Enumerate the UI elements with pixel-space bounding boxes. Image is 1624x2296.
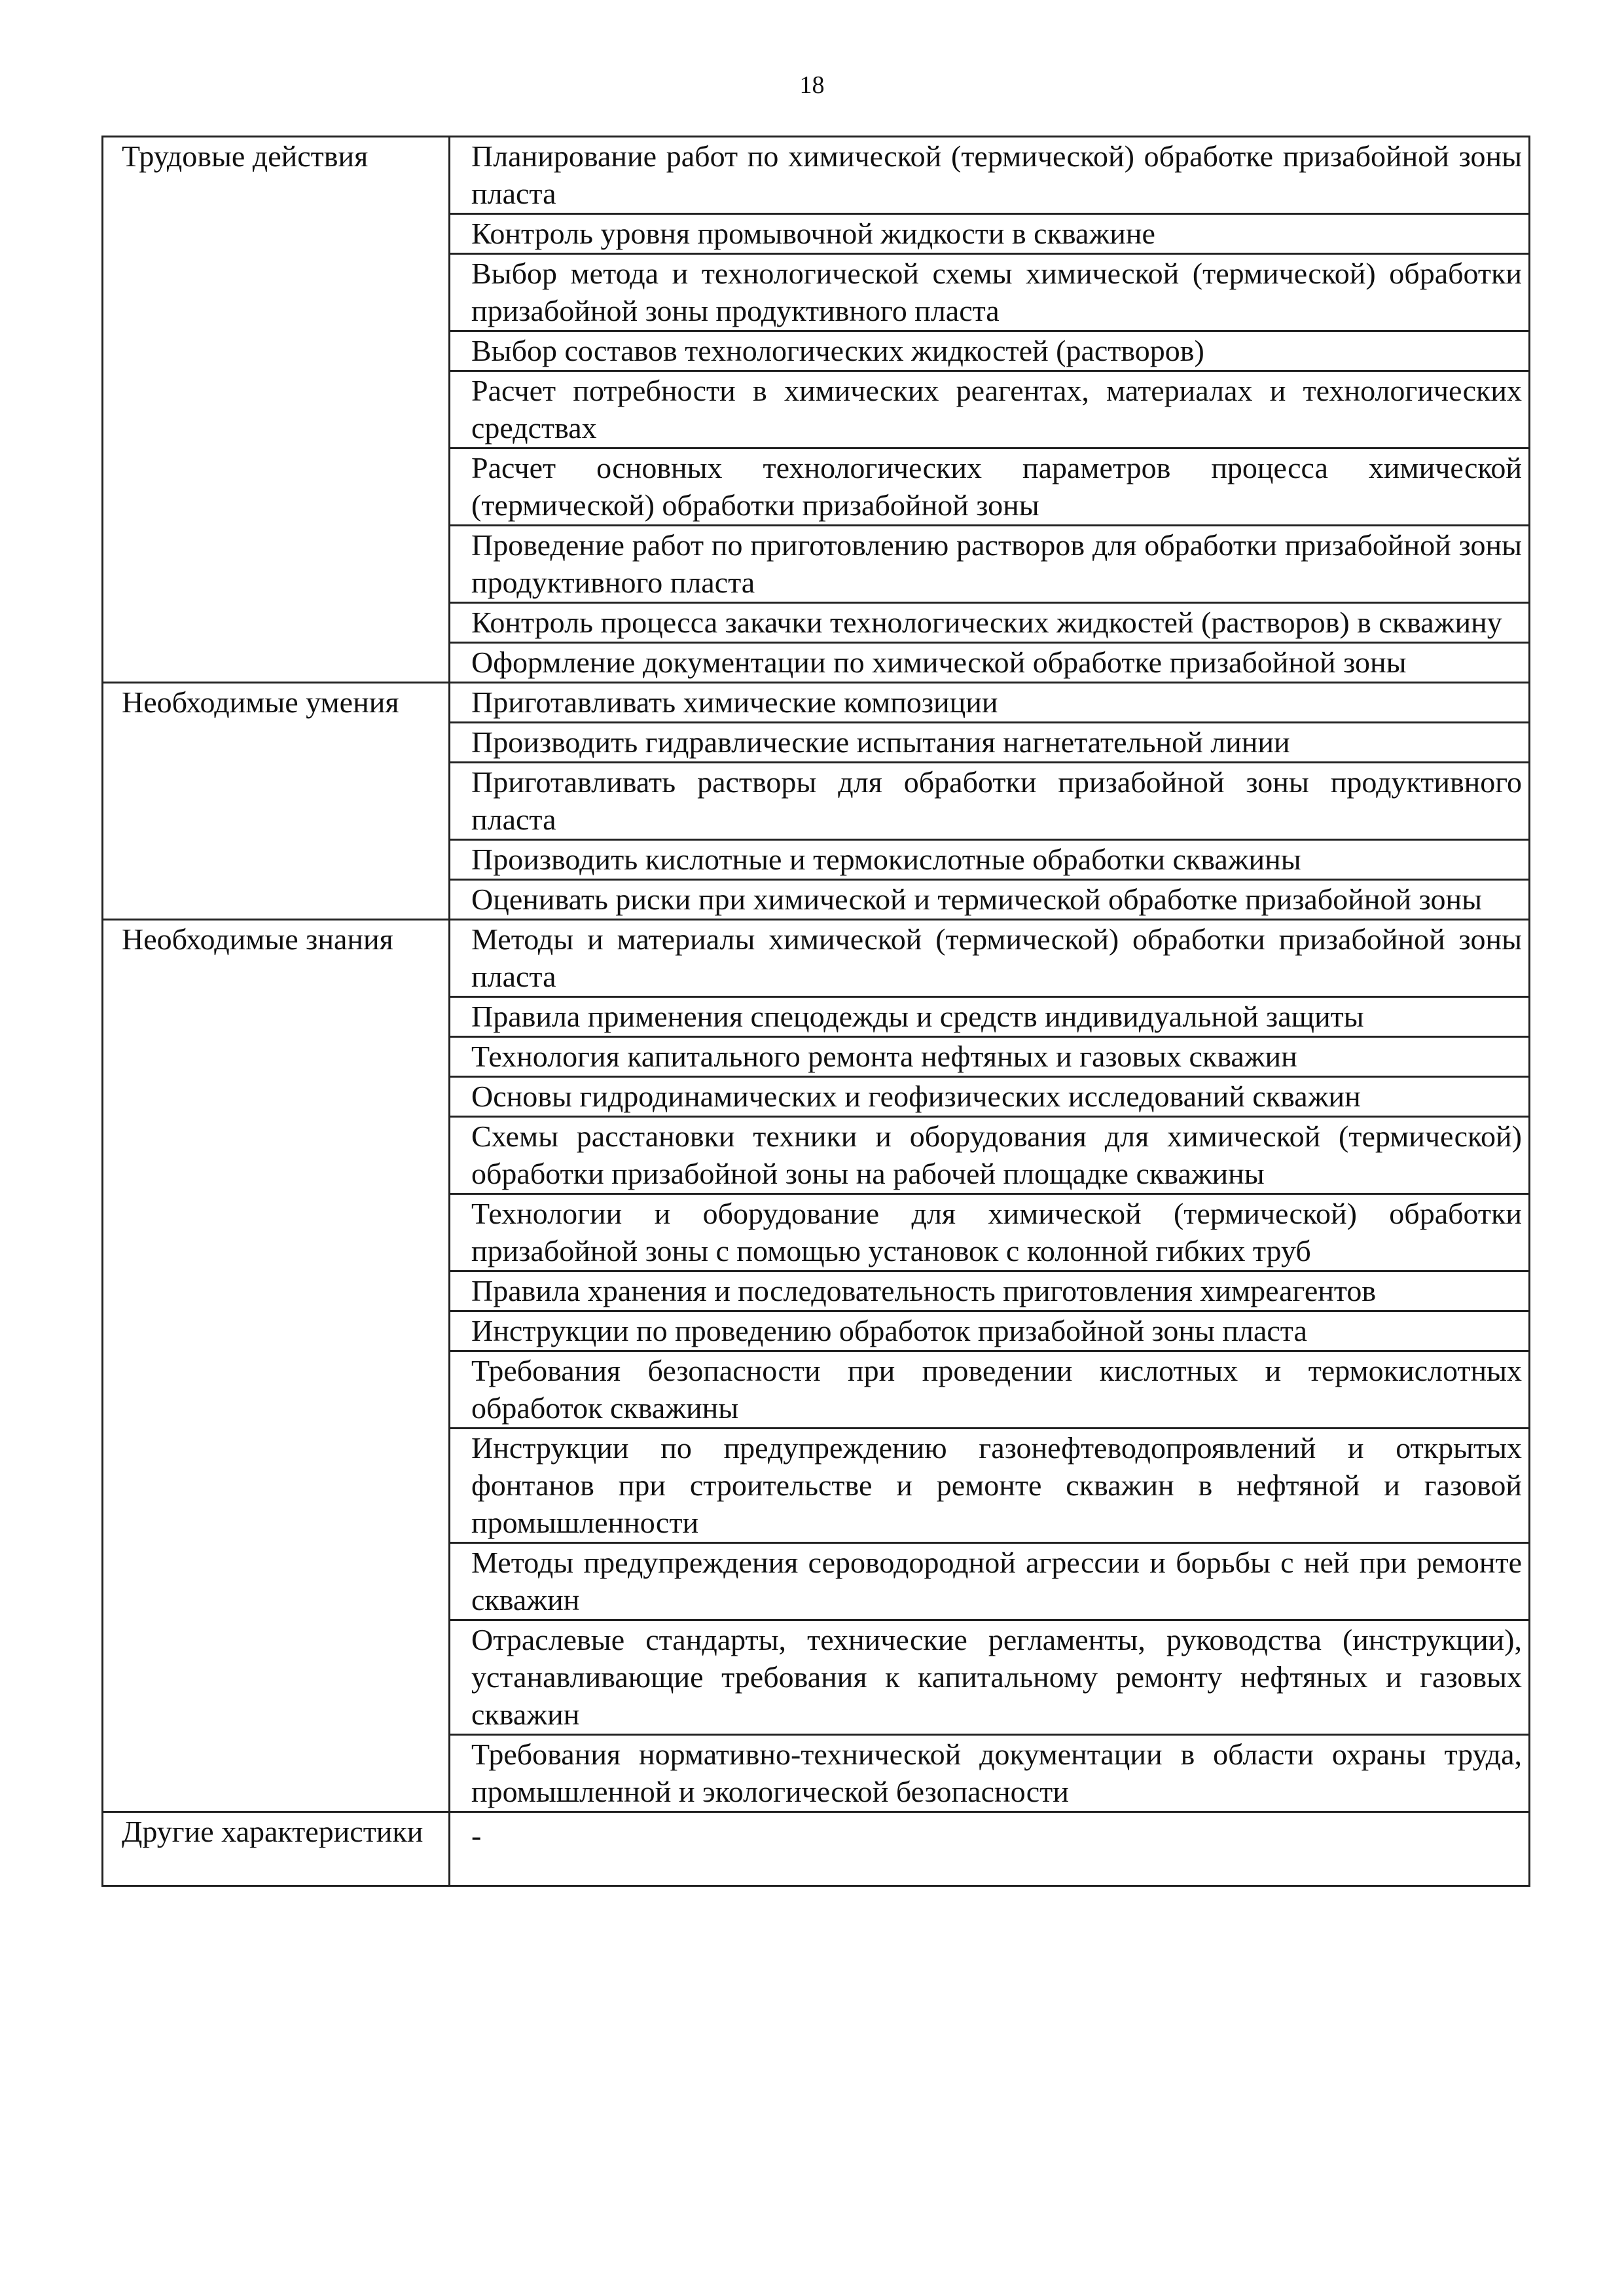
list-item: - — [471, 1819, 482, 1852]
list-item: Методы и материалы химической (термической) обработки призабойной зоны пласта — [450, 920, 1528, 998]
list-item: Правила хранения и последовательность приготовления химреагентов — [450, 1272, 1528, 1312]
list-item: Приготавливать растворы для обработки призабойной зоны продуктивного пласта — [450, 763, 1528, 841]
list-item: Производить гидравлические испытания нагнетательной линии — [450, 723, 1528, 763]
list-item: Контроль процесса закачки технологических жидкостей (растворов) в скважину — [450, 604, 1528, 644]
row-label: Необходимые знания — [103, 920, 450, 1812]
list-item: Планирование работ по химической (термической) обработке призабойной зоны пласта — [450, 137, 1528, 215]
list-item: Схемы расстановки техники и оборудования для химической (термической) обработки призабойной зоны на рабочей площадке скважины — [450, 1118, 1528, 1195]
row-items — [450, 920, 1530, 1812]
row-label: Трудовые действия — [103, 137, 450, 683]
list-item: Основы гидродинамических и геофизических исследований скважин — [450, 1078, 1528, 1118]
list-item: Расчет основных технологических параметров процесса химической (термической) обработки призабойной зоны — [450, 449, 1528, 526]
list-item: Приготавливать химические композиции — [450, 683, 1528, 723]
list-item: Технология капитального ремонта нефтяных и газовых скважин — [450, 1038, 1528, 1078]
row-items — [450, 1812, 1530, 1886]
list-item: Отраслевые стандарты, технические регламенты, руководства (инструкции), устанавливающие требования к капитальному ремонту нефтяных и газовых скважин — [450, 1621, 1528, 1736]
list-item: Технологии и оборудование для химической (термической) обработки призабойной зоны с помощью установок с колонной гибких труб — [450, 1195, 1528, 1272]
characteristics-table — [101, 136, 1530, 1887]
list-item: Требования безопасности при проведении кислотных и термокислотных обработок скважины — [450, 1352, 1528, 1429]
row-required-knowledge — [103, 920, 1530, 1812]
list-item: Выбор метода и технологической схемы химической (термической) обработки призабойной зоны продуктивного пласта — [450, 255, 1528, 332]
row-other-characteristics — [103, 1812, 1530, 1886]
list-item: Требования нормативно-технической документации в области охраны труда, промышленной и экологической безопасности — [471, 1738, 1522, 1808]
list-item: Контроль уровня промывочной жидкости в скважине — [450, 215, 1528, 255]
list-item: Расчет потребности в химических реагентах, материалах и технологических средствах — [450, 372, 1528, 449]
list-item: Проведение работ по приготовлению растворов для обработки призабойной зоны продуктивного пласта — [450, 526, 1528, 604]
row-required-skills — [103, 683, 1530, 920]
list-item: Методы предупреждения сероводородной агрессии и борьбы с ней при ремонте скважин — [450, 1544, 1528, 1621]
row-items — [450, 137, 1530, 683]
list-item: Выбор составов технологических жидкостей (растворов) — [450, 332, 1528, 372]
row-label: Другие характеристики — [103, 1812, 450, 1886]
list-item: Оформление документации по химической обработке призабойной зоны — [471, 646, 1407, 679]
row-label: Необходимые умения — [103, 683, 450, 920]
row-labor-actions — [103, 137, 1530, 683]
row-items — [450, 683, 1530, 920]
list-item: Инструкции по предупреждению газонефтеводопроявлений и открытых фонтанов при строительстве и ремонте скважин в нефтяной и газовой промышленности — [450, 1429, 1528, 1544]
page-number: 18 — [799, 71, 825, 99]
list-item: Правила применения спецодежды и средств индивидуальной защиты — [450, 998, 1528, 1038]
list-item: Инструкции по проведению обработок призабойной зоны пласта — [450, 1312, 1528, 1352]
list-item: Производить кислотные и термокислотные обработки скважины — [450, 841, 1528, 881]
list-item: Оценивать риски при химической и термической обработке призабойной зоны — [471, 883, 1482, 916]
